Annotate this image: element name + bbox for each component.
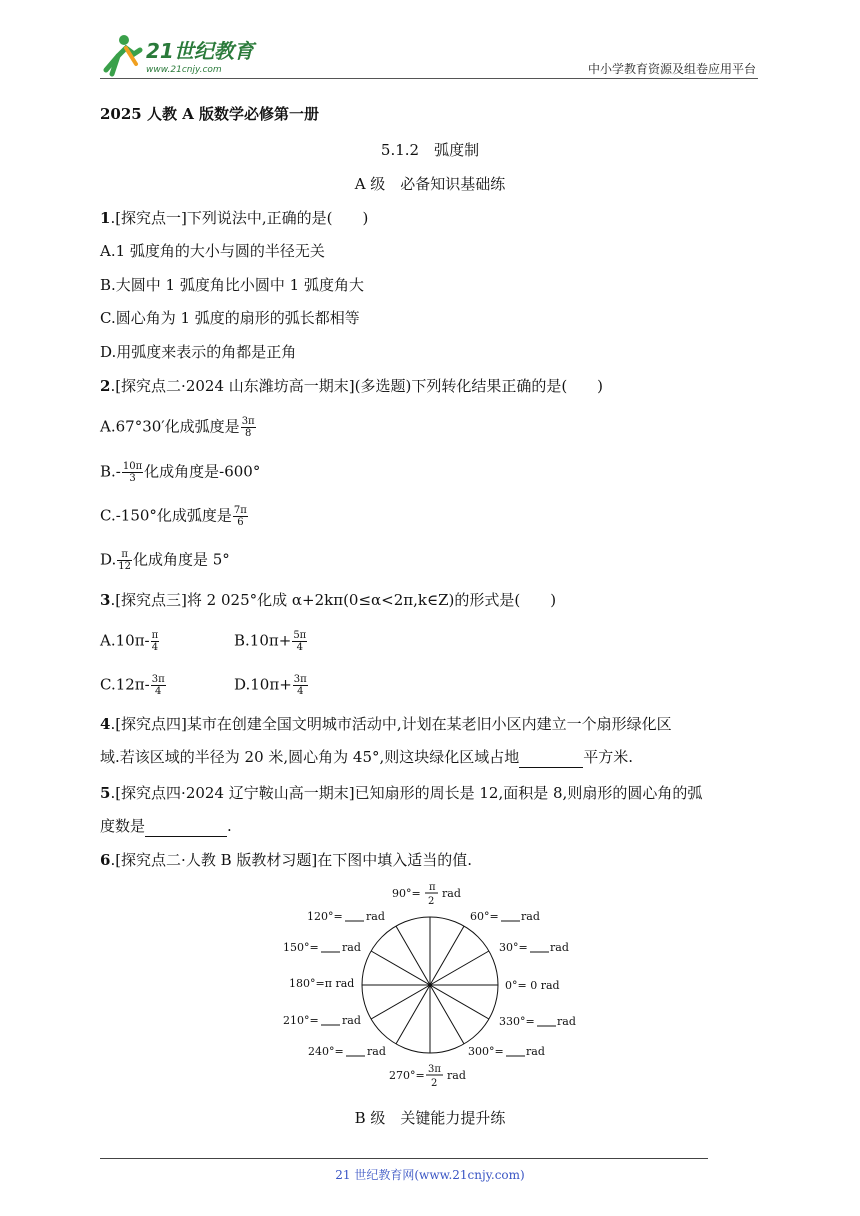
- label-text: 270°=: [389, 1069, 425, 1082]
- question-text: .[探究点二·人教 B 版教材习题]在下图中填入适当的值.: [110, 851, 473, 869]
- fraction: $\frac{\pi}{12}$: [118, 549, 131, 572]
- label-text: 210°=: [283, 1014, 319, 1027]
- q1-option-b: B.大圆中 1 弧度角比小圆中 1 弧度角大: [100, 276, 364, 294]
- label-text: rad: [342, 1014, 361, 1027]
- q1-option-c: C.圆心角为 1 弧度的扇形的弧长都相等: [100, 309, 360, 327]
- question-number: 6: [100, 851, 111, 869]
- option-text: A.67°30′化成弧度是: [100, 417, 240, 436]
- option-text: B.10π+: [234, 631, 292, 650]
- book-title: 2025 人教 A 版数学必修第一册: [100, 105, 320, 123]
- label-text: 150°=: [283, 941, 319, 954]
- label-text: rad: [521, 910, 540, 923]
- frac-num: 3π: [428, 1064, 441, 1075]
- fraction: $\frac{\pi}{4}$: [151, 630, 159, 653]
- frac-den: 2: [428, 896, 435, 907]
- label-150: [283, 941, 361, 954]
- level-a-heading: A 级 必备知识基础练: [354, 175, 506, 193]
- label-330: [499, 1015, 576, 1028]
- label-270: [389, 1064, 466, 1089]
- logo-text: 21世纪教育: [146, 39, 254, 63]
- label-60: [470, 910, 540, 923]
- circle-diagram: [362, 917, 498, 1053]
- fraction: $\frac{3\pi}{8}$: [241, 416, 255, 439]
- fraction: $\frac{5\pi}{4}$: [293, 630, 307, 653]
- label-text: rad: [367, 1045, 386, 1058]
- question-text: 域.若该区域的半径为 20 米,圆心角为 45°,则这块绿化区域占地: [100, 748, 520, 766]
- label-text: 30°=: [499, 941, 528, 954]
- option-text: A.10π-: [100, 631, 150, 650]
- label-text: 90°=: [392, 887, 421, 900]
- question-text: 度数是: [100, 817, 146, 835]
- label-text: 60°=: [470, 910, 499, 923]
- option-text: D.: [100, 550, 117, 569]
- option-text: C.-150°化成弧度是: [100, 506, 232, 525]
- question-text: .: [227, 817, 232, 835]
- label-text: rad: [526, 1045, 545, 1058]
- label-text: 300°=: [468, 1045, 504, 1058]
- fraction: $\frac{3\pi}{4}$: [293, 674, 307, 697]
- label-text: rad: [447, 1069, 466, 1082]
- frac-num: π: [429, 882, 436, 893]
- label-120: [307, 910, 385, 923]
- header-platform-text: 中小学教育资源及组卷应用平台: [587, 62, 756, 76]
- question-text: .[探究点四]某市在创建全国文明城市活动中,计划在某老旧小区内建立一个扇形绿化区: [110, 715, 672, 733]
- question-text: .[探究点四·2024 辽宁鞍山高一期末]已知扇形的周长是 12,面积是 8,则扇形的圆心角的弧: [110, 784, 703, 802]
- label-text: 330°=: [499, 1015, 535, 1028]
- option-text: 化成角度是 5°: [133, 550, 230, 569]
- label-text: rad: [366, 910, 385, 923]
- section-title: 5.1.2 弧度制: [380, 141, 480, 159]
- label-text: rad: [550, 941, 569, 954]
- question-number: 4: [100, 715, 111, 733]
- label-text: 120°=: [307, 910, 343, 923]
- footer-link[interactable]: 21 世纪教育网(www.21cnjy.com): [335, 1168, 525, 1182]
- q1-option-a: A.1 弧度角的大小与圆的半径无关: [100, 242, 325, 260]
- question-number: 5: [100, 784, 111, 802]
- label-90: [392, 882, 461, 907]
- footer-divider: [100, 1158, 708, 1159]
- label-210: [283, 1014, 361, 1027]
- label-30: [499, 941, 569, 954]
- fraction: $\frac{10\pi}{3}$: [122, 461, 143, 484]
- label-0: 0°= 0 rad: [505, 979, 560, 992]
- question-number: 2: [100, 377, 111, 395]
- label-300: [468, 1045, 545, 1058]
- logo-url: www.21cnjy.com: [146, 65, 222, 75]
- question-number: 1: [100, 209, 111, 227]
- question-text: .[探究点一]下列说法中,正确的是( ): [110, 209, 369, 227]
- option-text: 化成角度是-600°: [144, 462, 261, 481]
- label-text: rad: [557, 1015, 576, 1028]
- option-text: C.12π-: [100, 675, 150, 694]
- fraction: $\frac{7\pi}{6}$: [233, 505, 247, 528]
- label-180: 180°=π rad: [289, 977, 355, 990]
- option-text: D.10π+: [234, 675, 292, 694]
- question-number: 3: [100, 591, 111, 609]
- fraction: $\frac{3\pi}{4}$: [151, 674, 165, 697]
- option-text: B.-: [100, 462, 121, 481]
- frac-den: 2: [431, 1078, 438, 1089]
- question-text: .[探究点二·2024 山东潍坊高一期末](多选题)下列转化结果正确的是( ): [110, 377, 604, 395]
- label-text: rad: [442, 887, 461, 900]
- label-text: 240°=: [308, 1045, 344, 1058]
- level-b-heading: B 级 关键能力提升练: [354, 1109, 506, 1127]
- q1-option-d: D.用弧度来表示的角都是正角: [100, 343, 297, 361]
- question-text: 平方米.: [583, 748, 634, 766]
- question-text: .[探究点三]将 2 025°化成 α+2kπ(0≤α<2π,k∈Z)的形式是( ): [110, 591, 557, 609]
- label-text: rad: [342, 941, 361, 954]
- label-240: [308, 1045, 386, 1058]
